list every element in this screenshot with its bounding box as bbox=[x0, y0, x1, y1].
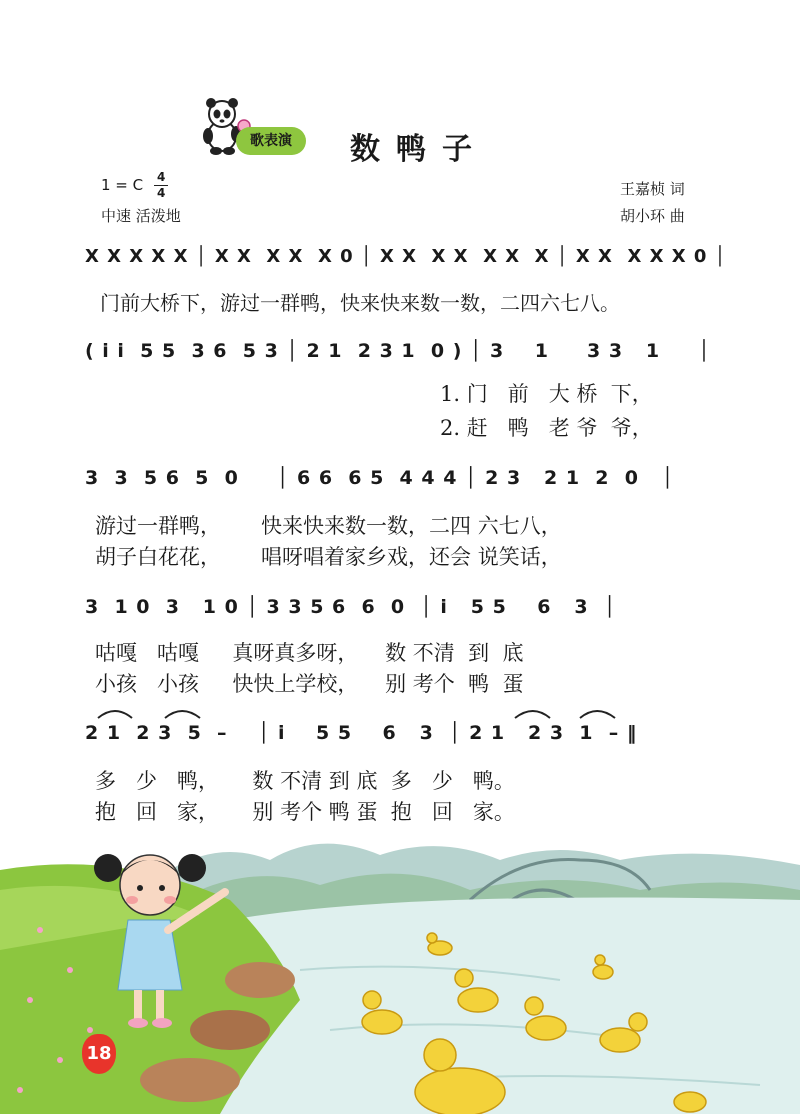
key-signature: 1 = C bbox=[101, 176, 144, 194]
rhythm-notation: X X X X X │ X X X X X 0 │ X X X X X X X │ X X X X X 0 │ bbox=[85, 246, 727, 267]
score-line-3: 3 1 0 3 1 0 │ 3 3 5 6 6 0 │ i 5 5 6 3 │ bbox=[85, 596, 617, 618]
lyric-line-2-verse-1: 游过一群鸭， 快来快来数一数，二四 六七八， bbox=[95, 514, 562, 538]
lyric-line-4-verse-1: 多 少 鸭， 数 不清 到 底 多 少 鸭。 bbox=[95, 769, 515, 793]
composer-credit: 胡小环 曲 bbox=[620, 207, 685, 225]
score-line-1: ( i i 5 5 3 6 5 3 │ 2 1 2 3 1 0 ) │ 3 1 3 3 1 │ bbox=[85, 340, 711, 362]
page-number: 18 bbox=[82, 1034, 116, 1074]
page-title: 数鸭子 bbox=[350, 132, 488, 167]
score-line-4: 2 1 2 3 5 – │ i 5 5 6 3 │ 2 1 2 3 1 – ‖ bbox=[85, 722, 638, 744]
lyric-line-2-verse-2: 胡子白花花， 唱呀唱着家乡戏，还会 说笑话， bbox=[95, 545, 562, 569]
time-signature-top: 4 bbox=[157, 170, 166, 184]
lyric-line-3-verse-1: 咕嘎 咕嘎 真呀真多呀， 数 不清 到 底 bbox=[95, 641, 524, 665]
lyric-line-1-verse-1: 1. 门 前 大 桥 下， bbox=[440, 382, 653, 406]
time-signature-bottom: 4 bbox=[157, 186, 166, 200]
pond-illustration bbox=[0, 830, 800, 1114]
score-line-2: 3 3 5 6 5 0 │ 6 6 6 5 4 4 4 │ 2 3 2 1 2 0 │ bbox=[85, 467, 675, 489]
tempo-marking: 中速 活泼地 bbox=[101, 207, 181, 225]
lyric-line-1-verse-2: 2. 赶 鸭 老 爷 爷， bbox=[440, 416, 653, 440]
lyric-line-3-verse-2: 小孩 小孩 快快上学校， 别 考个 鸭 蛋 bbox=[95, 672, 524, 696]
section-badge: 歌表演 bbox=[236, 127, 306, 155]
lyricist-credit: 王嘉桢 词 bbox=[620, 180, 685, 198]
slur-marks bbox=[90, 702, 710, 722]
rhythm-lyric: 门前大桥下，游过一群鸭，快来快来数一数，二四六七八。 bbox=[100, 291, 620, 315]
lyric-line-4-verse-2: 抱 回 家， 别 考个 鸭 蛋 抱 回 家。 bbox=[95, 800, 515, 824]
